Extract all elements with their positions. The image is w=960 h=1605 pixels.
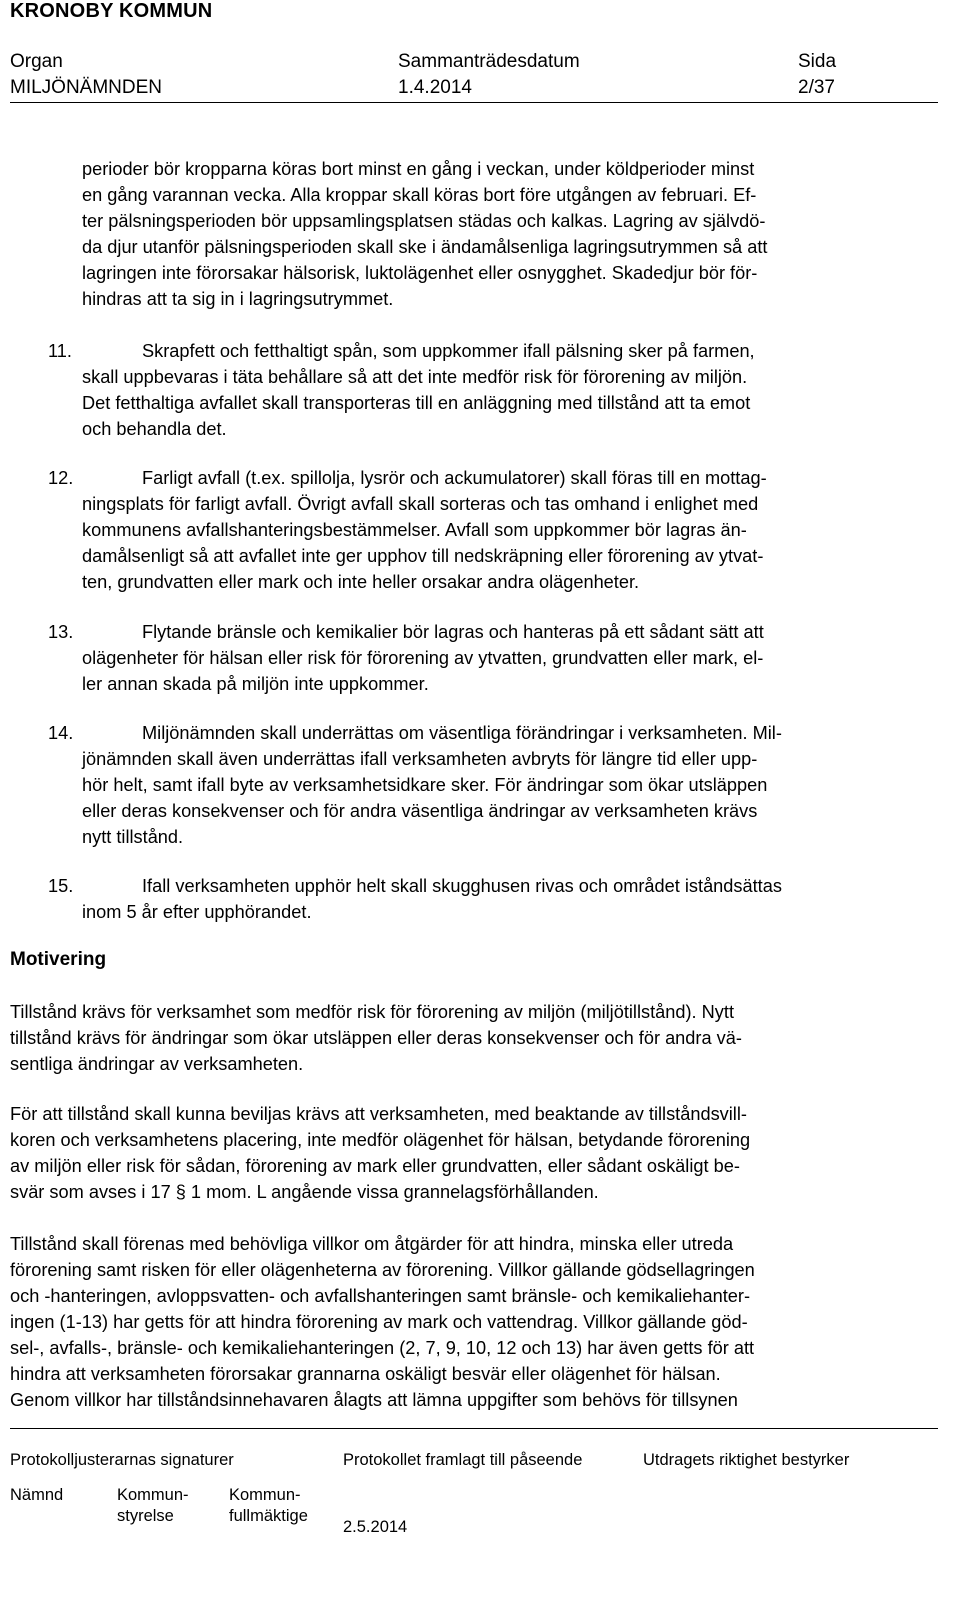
footer-divider	[10, 1428, 938, 1429]
motivering-line: Tillstånd krävs för verksamhet som medför risk för förorening av miljön (miljötillstånd). Nytt	[10, 1002, 735, 1022]
condition-line: ten, grundvatten eller mark och inte heller orsakar andra olägenheter.	[82, 572, 640, 592]
presented-date: 2.5.2014	[343, 1518, 408, 1536]
motivering-line: sentliga ändringar av verksamheten.	[10, 1054, 304, 1074]
motivering-line: För att tillstånd skall kunna beviljas krävs att verksamheten, med beaktande av tillståndsvill-	[10, 1104, 747, 1124]
namnd-label: Nämnd	[10, 1486, 64, 1504]
motivering-line: Tillstånd skall förenas med behövliga villkor om åtgärder för att hindra, minska eller utreda	[10, 1234, 734, 1254]
condition-line: skall uppbevaras i täta behållare så att det inte medför risk för förorening av miljön.	[82, 367, 748, 387]
org-name: KRONOBY KOMMUN	[10, 0, 213, 22]
condition-line: kommunens avfallshanteringsbestämmelser. Avfall som uppkommer bör lagras än-	[82, 520, 747, 540]
condition-line: ler annan skada på miljön inte uppkommer.	[82, 674, 429, 694]
condition-line: damålsenligt så att avfallet inte ger upphov till nedskräpning eller förorening av ytvat-	[82, 546, 764, 566]
condition-first-line: Miljönämnden skall underrättas om väsentliga förändringar i verksamheten. Mil-	[142, 723, 782, 743]
fullmaktige-label-2: fullmäktige	[229, 1507, 308, 1525]
intro-line: hindras att ta sig in i lagringsutrymmet.	[82, 289, 394, 309]
motivering-line: svär som avses i 17 § 1 mom. L angående vissa grannelagsförhållanden.	[10, 1182, 599, 1202]
intro-paragraph	[82, 156, 928, 312]
intro-line: da djur utanför pälsningsperioden skall ske i ändamålsenliga lagringsutrymmen så att	[82, 237, 768, 257]
condition-line: eller deras konsekvenser och för andra väsentliga ändringar av verksamheten krävs	[82, 801, 758, 821]
condition-item	[48, 720, 930, 850]
condition-line: jönämnden skall även underrättas ifall verksamheten avbryts för längre tid eller upp-	[82, 749, 758, 769]
condition-number: 12.	[48, 468, 74, 488]
condition-first-line: Farligt avfall (t.ex. spillolja, lysrör och ackumulatorer) skall föras till en mottag-	[142, 468, 767, 488]
organ-label: Organ	[10, 51, 63, 72]
condition-number: 11.	[48, 341, 72, 361]
condition-first-line: Ifall verksamheten upphör helt skall skugghusen rivas och området iståndsättas	[142, 876, 782, 896]
date-label: Sammanträdesdatum	[398, 51, 580, 72]
motivering-line: koren och verksamhetens placering, inte medför olägenhet för hälsan, betydande förorening	[10, 1130, 751, 1150]
date-value: 1.4.2014	[398, 77, 472, 98]
condition-line: inom 5 år efter upphörandet.	[82, 902, 312, 922]
condition-item	[48, 465, 930, 595]
condition-number: 14.	[48, 723, 74, 743]
condition-line: och behandla det.	[82, 419, 227, 439]
motivering-paragraph	[10, 999, 928, 1077]
condition-item	[48, 873, 930, 925]
condition-first-line: Flytande bränsle och kemikalier bör lagras och hanteras på ett sådant sätt att	[142, 622, 764, 642]
intro-line: en gång varannan vecka. Alla kroppar skall köras bort före utgången av februari. Ef-	[82, 185, 757, 205]
motivering-line: sel-, avfalls-, bränsle- och kemikaliehanteringen (2, 7, 9, 10, 12 och 13) har även getts för att	[10, 1338, 755, 1358]
condition-line: nytt tillstånd.	[82, 827, 184, 847]
condition-number: 13.	[48, 622, 74, 642]
condition-first-line: Skrapfett och fetthaltigt spån, som uppkommer ifall pälsning sker på farmen,	[142, 341, 755, 361]
motivering-paragraph	[10, 1231, 928, 1413]
presented-label: Protokollet framlagt till påseende	[343, 1451, 583, 1469]
organ-value: MILJÖNÄMNDEN	[10, 77, 163, 98]
condition-item	[48, 338, 930, 442]
intro-line: perioder bör kropparna köras bort minst en gång i veckan, under köldperioder minst	[82, 159, 755, 179]
intro-line: ter pälsningsperioden bör uppsamlingsplatsen städas och kalkas. Lagring av självdö-	[82, 211, 766, 231]
styrelse-label-2: styrelse	[117, 1507, 174, 1525]
motivering-line: tillstånd krävs för ändringar som ökar utsläppen eller deras konsekvenser och för andra vä-	[10, 1028, 742, 1048]
styrelse-label-1: Kommun-	[117, 1486, 189, 1504]
motivering-line: förorening samt risken för eller olägenheterna av förorening. Villkor gällande gödsellagringen	[10, 1260, 755, 1280]
motivering-line: och -hanteringen, avloppsvatten- och avfallshanteringen samt bränsle- och kemikaliehanter-	[10, 1286, 751, 1306]
motivering-line: ingen (1-13) har getts för att hindra förorening av mark och vattendrag. Villkor gällande göd-	[10, 1312, 748, 1332]
page-label: Sida	[798, 51, 837, 72]
signatures-label: Protokolljusterarnas signaturer	[10, 1451, 234, 1469]
condition-number: 15.	[48, 876, 74, 896]
motivering-line: hindra att verksamheten förorsakar grannarna oskäligt besvär eller olägenhet för hälsan.	[10, 1364, 721, 1384]
certified-label: Utdragets riktighet bestyrker	[643, 1451, 850, 1469]
motivering-paragraph	[10, 1101, 928, 1205]
fullmaktige-label-1: Kommun-	[229, 1486, 301, 1504]
page-value: 2/37	[798, 77, 835, 98]
intro-line: lagringen inte förorsakar hälsorisk, luktolägenhet eller osnygghet. Skadedjur bör för-	[82, 263, 758, 283]
header-divider	[10, 102, 938, 103]
condition-line: olägenheter för hälsan eller risk för förorening av ytvatten, grundvatten eller mark, el-	[82, 648, 764, 668]
motivering-line: av miljön eller risk för sådan, förorening av mark eller grundvatten, eller sådant oskäligt be-	[10, 1156, 740, 1176]
condition-line: ningsplats för farligt avfall. Övrigt avfall skall sorteras och tas omhand i enlighet med	[82, 494, 759, 514]
condition-line: Det fetthaltiga avfallet skall transporteras till en anläggning med tillstånd att ta emot	[82, 393, 751, 413]
condition-line: hör helt, samt ifall byte av verksamhetsidkare sker. För ändringar som ökar utsläppen	[82, 775, 768, 795]
condition-item	[48, 619, 930, 697]
motivering-heading: Motivering	[10, 949, 107, 970]
motivering-line: Genom villkor har tillståndsinnehavaren ålagts att lämna uppgifter som behövs för tillsynen	[10, 1390, 738, 1410]
